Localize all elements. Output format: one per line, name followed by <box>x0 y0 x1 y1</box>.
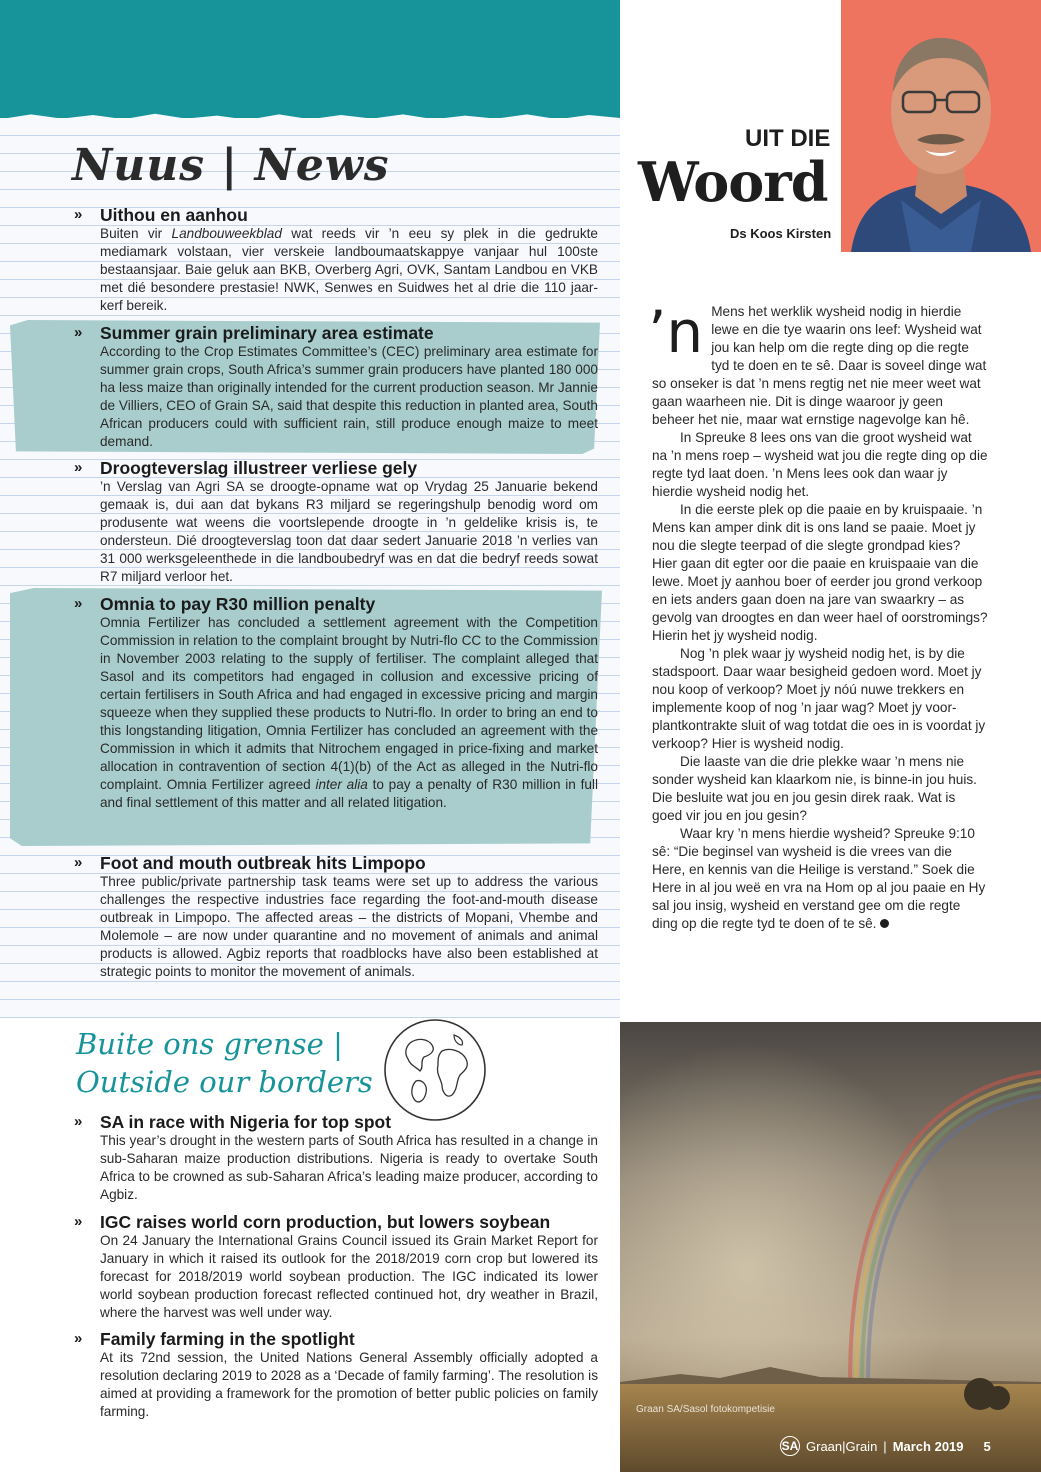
globe-icon <box>380 1015 490 1125</box>
chevron-right-icon: » <box>74 459 83 476</box>
news-article <box>74 458 598 586</box>
borders-article <box>74 1212 598 1322</box>
paragraph: ’n Mens het werklik wysheid nodig in hierdie lewe en die tye waarin ons leef: Wysheid wat jou kan help om die regte ding op die regte tyd te doen en te sê. Daar is soveel dinge wat so onseker is dat ’n mens regtig net nie meer weet wat gaan waarheen nie. Dit is dinge waaroor jy geen beheer het nie, maar wat ernstige nagevolge kan hê. <box>648 298 987 427</box>
photo-credit: Graan SA/Sasol fotokompetisie <box>636 1404 775 1415</box>
paragraph: Nog ’n plek waar jy wysheid nodig het, is by die stadspoort. Daar waar besigheid gedoen word. Moet jy nou koop of verkoop? Moet jy nóú nuwe trekkers en implemente koop of nog ’n jaar wag? Moet jy voor-plantkontrakte sluit of wag totdat die oes in is voordat jy verkoop? Hier is wysheid nodig. <box>652 646 986 751</box>
woord-article <box>648 298 988 933</box>
chevron-right-icon: » <box>74 1213 83 1230</box>
chevron-right-icon: » <box>74 324 83 341</box>
author-name: Ds Koos Kirsten <box>730 226 832 241</box>
article-heading: » Family farming in the spotlight <box>74 1329 355 1349</box>
article-heading: » Summer grain preliminary area estimate <box>74 323 434 343</box>
article-heading: » SA in race with Nigeria for top spot <box>74 1112 392 1132</box>
page-number: 5 <box>983 1438 991 1454</box>
article-heading: » IGC raises world corn production, but lowers soybean <box>74 1212 551 1232</box>
borders-section-title: Buite ons grense | Outside our borders <box>76 1027 373 1099</box>
article-heading: » Foot and mouth outbreak hits Limpopo <box>74 853 426 873</box>
borders-article <box>74 1329 598 1421</box>
footer-separator: | <box>883 1438 887 1454</box>
borders-article <box>74 1112 598 1204</box>
chevron-right-icon: » <box>74 1330 83 1347</box>
page-footer <box>780 1436 991 1456</box>
chevron-right-icon: » <box>74 595 83 612</box>
paragraph: In Spreuke 8 lees ons van die groot wysheid wat na ’n mens roep – wysheid wat jou die regte ding op die regte tyd laat doen. ’n Mens lees ook dan waar jy hierdie wysheid nodig het. <box>652 430 988 499</box>
news-section-title: Nuus | News <box>72 140 390 191</box>
article-body: Buiten vir Landbouweekblad wat reeds vir ’n eeu sy plek in die gedrukte mediamark volstaan, vier verskeie landboumaatskappye vanjaar hul 100ste bestaansjaar. Baie geluk aan BKB, Overberg Agri, OVK, Santam Landbou en VKB met dié besondere prestasie! NWK, Senwes en Suidwes het al drie die 110 jaar-kerf bereik. <box>100 226 598 313</box>
column-title: Woord <box>638 150 828 214</box>
paragraph: Die laaste van die drie plekke waar ’n mens nie sonder wysheid kan klaarkom nie, is binne-in jou huis. Die besluite wat jou en jou gesin direk raak. Wat is goed vir jou en jou gesin? <box>652 754 977 823</box>
news-article <box>74 594 598 812</box>
drop-cap: ’n <box>648 298 704 366</box>
article-heading: » Omnia to pay R30 million penalty <box>74 594 376 614</box>
publication-logo: SA <box>780 1436 800 1456</box>
header-band <box>0 0 620 118</box>
article-heading: » Droogteverslag illustreer verliese gely <box>74 458 418 478</box>
issue-date: March 2019 <box>892 1438 964 1454</box>
article-body: Three public/private partnership task teams were set up to address the various challenges the respective industries face regarding the foot-and-mouth disease outbreak in Limpopo. The affected areas – the districts of Mopani, Vhembe and Molemole – are now under quarantine and no movement of animals and animal products is allowed. Agbiz reports that roadblocks have also been established at strategic points to monitor the movement of animals. <box>100 874 598 979</box>
article-body: According to the Crop Estimates Committee’s (CEC) preliminary area estimate for summer grain crops, South Africa’s summer grain producers have planted 180 000 ha less maize than originally intended for the current production season. Mr Jannie de Villiers, CEO of Grain SA, said that despite this reduction in planted area, South African producers could with sufficient rain, still produce enough maize to meet demand. <box>100 344 598 449</box>
paragraph: In die eerste plek op die paaie en by kruispaaie. ’n Mens kan amper dink dit is ons land se paaie. Moet jy nou die slegte teerpad of die slegte grondpad kies? Hier gaan dit egter oor die paaie en kruispaaie van die lewe. Moet jy aanhou boer of eerder jou grond verkoop en iets anders gaan doen na jare van swaarkry – as gevolg van droogtes en dan weer hael of oorstromings? Hierin het jy wysheid nodig. <box>652 502 988 643</box>
paragraph: Waar kry ’n mens hierdie wysheid? Spreuke 9:10 sê: “Die beginsel van wysheid is die vrees van die Here, en kennis van die Heilige is verstand.” Soek die Here in al jou weë en vra na Hom op al jou paaie en Hy sal jou insig, wysheid en verstand gee om die regte ding op die regte tyd te doen of te sê. <box>652 826 986 931</box>
article-body: This year’s drought in the western parts of South Africa has resulted in a change in sub-Saharan maize production distributions. Nigeria is ready to overtake South Africa to be crowned as sub-Saharan Africa’s leading maize producer, according to Agbiz. <box>100 1133 598 1202</box>
news-article <box>74 205 598 315</box>
chevron-right-icon: » <box>74 854 83 871</box>
end-bullet-icon <box>880 919 889 928</box>
news-article <box>74 853 598 981</box>
author-photo <box>841 0 1041 252</box>
publication-name: Graan|Grain <box>806 1438 878 1454</box>
chevron-right-icon: » <box>74 206 83 223</box>
article-body: ’n Verslag van Agri SA se droogte-opname wat op Vrydag 25 Januarie bekend gemaak is, dui aan dat bykans R3 miljard se regeringshulp benodig word om produsente wat weens die voortslepende droogte in ’n geldelike krisis is, te ondersteun. Dié droogteverslag toon dat daar sedert Januarie 2018 ’n verlies van 31 000 werksgeleenthede in die landboubedryf was en dat die bedryf reeds sowat R7 miljard verloor het. <box>100 479 598 584</box>
article-heading: » Uithou en aanhou <box>74 205 248 225</box>
chevron-right-icon: » <box>74 1113 83 1130</box>
article-body: Omnia Fertilizer has concluded a settlement agreement with the Competition Commission in relation to the complaint brought by Nutri-flo CC to the Commission in November 2003 relating to the supply of fertiliser. The complaint alleged that Sasol and its competitors had engaged in collusion and excessive pricing of certain fertilisers in South Africa and had engaged in excessive pricing and margin squeeze when they supplied these products to Nutri-flo. In order to bring an end to this longstanding litigation, Omnia Fertilizer has concluded an agreement with the Commission in which it admits that Nitrochem engaged in price-fixing and market allocation in contravention of section 4(1)(b) of the Act as alleged in the Nutri-flo complaint. Omnia Fertilizer agreed inter alia to pay a penalty of R30 million in full and final settlement of this matter and all related litigation. <box>100 615 598 810</box>
article-body: On 24 January the International Grains Council issued its Grain Market Report for January in which it raised its outlook for the 2018/2019 corn crop but lowered its forecast for 2018/2019 world soybean production. The IGC indicated its lower world soybean production forecast reflected continued hot, dry weather in Brazil, where the harvest was well under way. <box>100 1233 598 1320</box>
article-body: At its 72nd session, the United Nations General Assembly officially adopted a resolution declaring 2019 to 2028 as a ‘Decade of family farming’. The resolution is aimed at providing a framework for the promotion of better public policies on family farming. <box>100 1350 598 1419</box>
column-kicker: UIT DIE <box>745 125 831 152</box>
news-article <box>74 323 598 451</box>
author-portrait-illustration <box>841 0 1041 252</box>
